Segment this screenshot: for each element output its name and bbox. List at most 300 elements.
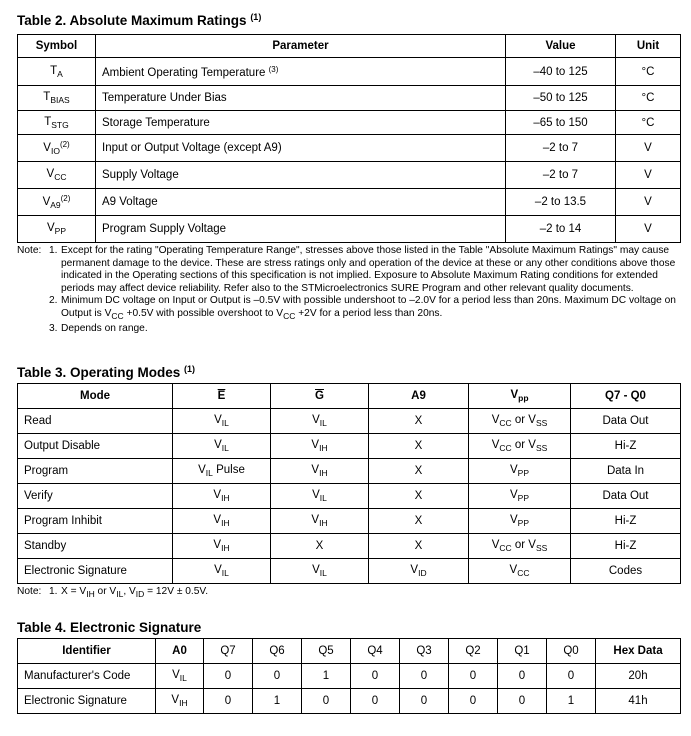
text-segment: V bbox=[311, 514, 320, 526]
note-item bbox=[17, 295, 682, 322]
text-segment: Program Supply Voltage bbox=[102, 223, 227, 235]
table-cell bbox=[173, 434, 271, 459]
text-segment: 0 bbox=[567, 670, 575, 682]
table-cell bbox=[506, 58, 616, 86]
text-segment: 0 bbox=[469, 695, 477, 707]
electronic-signature-table bbox=[17, 638, 681, 714]
table2-notes bbox=[17, 245, 682, 335]
note-item bbox=[17, 323, 682, 336]
note-number: 1. bbox=[49, 586, 58, 597]
table-cell bbox=[469, 409, 571, 434]
text-segment: X bbox=[414, 490, 423, 502]
table3-title bbox=[17, 364, 195, 380]
text-segment: V bbox=[43, 142, 51, 154]
text-segment: V bbox=[172, 669, 180, 681]
text-segment: 1 bbox=[273, 695, 281, 707]
subscript: IL bbox=[205, 468, 213, 478]
table-cell bbox=[498, 689, 547, 714]
table-cell bbox=[616, 216, 681, 243]
text-segment: V bbox=[491, 539, 500, 551]
subscript: IH bbox=[319, 468, 328, 478]
table-cell bbox=[18, 559, 173, 584]
table3-notes bbox=[17, 586, 682, 601]
table-cell bbox=[596, 664, 681, 689]
subscript: IL bbox=[221, 418, 229, 428]
text-segment: V bbox=[644, 223, 652, 235]
table-cell bbox=[271, 484, 369, 509]
subscript: IH bbox=[221, 493, 230, 503]
table-cell bbox=[18, 534, 173, 559]
subscript: IH bbox=[319, 518, 328, 528]
table-row bbox=[18, 216, 681, 243]
text-segment: Data Out bbox=[602, 415, 649, 427]
subscript: BIAS bbox=[50, 95, 70, 105]
text-segment: V bbox=[214, 414, 222, 426]
text-segment: Except for the rating "Operating Temperature Range", stresses above those listed in the Table "Absolute Maximum Ratings" may cause permanent damage to the device. These are stress ratings only and operation of the device at these or any other conditions above those indicated in the Operating sections of this specification is not implied. Exposure to Absolute Maximum Rating conditions for extended periods may affect device reliability. Refer also to the STMicroelectronics SURE Program and other relevant quality documents. bbox=[61, 245, 676, 294]
text-segment: –2 to 14 bbox=[539, 223, 582, 235]
column-header: A0 bbox=[156, 639, 204, 664]
table-cell bbox=[18, 111, 96, 135]
table-row bbox=[18, 58, 681, 86]
table-cell bbox=[616, 135, 681, 162]
text-segment: Mode bbox=[79, 390, 111, 402]
table-row bbox=[18, 409, 681, 434]
text-segment: –2 to 13.5 bbox=[534, 196, 587, 208]
table-cell bbox=[18, 484, 173, 509]
table-cell bbox=[271, 534, 369, 559]
text-segment: Hi-Z bbox=[614, 440, 637, 452]
column-header bbox=[571, 384, 681, 409]
table-cell bbox=[506, 86, 616, 111]
table-cell bbox=[449, 664, 498, 689]
title-footnote-ref: (1) bbox=[250, 12, 262, 22]
table-cell bbox=[547, 664, 596, 689]
subscript: ID bbox=[418, 568, 427, 578]
text-segment: +2V for a period less than 20ns. bbox=[295, 307, 443, 319]
table-cell bbox=[173, 534, 271, 559]
table-cell bbox=[498, 664, 547, 689]
table-row bbox=[18, 509, 681, 534]
title-text: Table 4. Electronic Signature bbox=[17, 620, 202, 635]
text-segment: +0.5V with possible overshoot to V bbox=[123, 307, 284, 319]
text-segment: X bbox=[414, 465, 423, 477]
table-cell bbox=[469, 559, 571, 584]
table-cell bbox=[18, 434, 173, 459]
table-cell bbox=[173, 559, 271, 584]
column-header bbox=[369, 384, 469, 409]
text-segment: Codes bbox=[608, 565, 643, 577]
column-header bbox=[18, 384, 173, 409]
absolute-maximum-ratings-table bbox=[17, 34, 681, 243]
table-cell bbox=[204, 689, 253, 714]
text-segment: –65 to 150 bbox=[533, 116, 588, 129]
table-cell bbox=[571, 459, 681, 484]
text-segment: Hi-Z bbox=[614, 540, 637, 552]
text-segment: , V bbox=[123, 586, 136, 597]
column-header: Value bbox=[506, 35, 616, 58]
text-segment: Standby bbox=[24, 540, 67, 552]
footnote-ref: (3) bbox=[268, 64, 279, 74]
table-cell bbox=[369, 409, 469, 434]
table-row bbox=[18, 111, 681, 135]
text-segment: °C bbox=[641, 92, 655, 104]
table-cell bbox=[547, 689, 596, 714]
table-cell bbox=[351, 689, 400, 714]
table-cell bbox=[616, 162, 681, 189]
column-header: Q0 bbox=[547, 639, 596, 664]
text-segment: Minimum DC voltage on Input or Output is –0.5V with possible undershoot to –2.0V for a period less than 20ns. Maximum DC voltage on Output is V bbox=[61, 295, 676, 319]
text-segment: 0 bbox=[518, 670, 526, 682]
text-segment: X bbox=[414, 540, 423, 552]
table-cell bbox=[469, 459, 571, 484]
subscript: IL bbox=[319, 568, 327, 578]
table-cell bbox=[271, 509, 369, 534]
subscript: IH bbox=[319, 443, 328, 453]
table-cell bbox=[204, 664, 253, 689]
text-segment: 1 bbox=[322, 670, 330, 682]
column-header: Q3 bbox=[400, 639, 449, 664]
subscript: STG bbox=[51, 119, 69, 130]
table-cell bbox=[302, 689, 351, 714]
table-cell bbox=[18, 86, 96, 111]
table-cell bbox=[369, 434, 469, 459]
table-cell bbox=[96, 86, 506, 111]
text-segment: V bbox=[46, 222, 55, 234]
table-row bbox=[18, 86, 681, 111]
table-cell bbox=[469, 534, 571, 559]
table-cell bbox=[96, 189, 506, 216]
text-segment: or V bbox=[94, 586, 117, 597]
table-cell bbox=[18, 135, 96, 162]
text-segment: T bbox=[43, 91, 51, 103]
table-cell bbox=[173, 484, 271, 509]
subscript: IL bbox=[319, 493, 327, 503]
table-cell bbox=[173, 459, 271, 484]
text-segment: X bbox=[414, 515, 423, 527]
column-header: Identifier bbox=[18, 639, 156, 664]
text-segment: = 12V ± 0.5V. bbox=[144, 586, 209, 597]
subscript: IO bbox=[50, 146, 60, 156]
text-segment: X bbox=[414, 440, 423, 452]
text-segment: Read bbox=[24, 415, 52, 427]
subscript: CC bbox=[111, 310, 124, 321]
text-segment: V bbox=[312, 489, 320, 501]
text-segment: X bbox=[414, 415, 423, 427]
text-segment: V bbox=[171, 694, 180, 706]
table4-title bbox=[17, 620, 201, 635]
table-cell bbox=[18, 189, 96, 216]
subscript: IL bbox=[179, 673, 187, 683]
text-segment: V bbox=[644, 142, 652, 154]
table-cell bbox=[369, 459, 469, 484]
column-header bbox=[469, 384, 571, 409]
note-label: Note: bbox=[17, 586, 42, 597]
subscript: PP bbox=[517, 518, 529, 528]
table-cell bbox=[253, 689, 302, 714]
subscript: CC bbox=[499, 543, 512, 553]
table-cell bbox=[571, 534, 681, 559]
note-number: 1. bbox=[49, 245, 58, 256]
text-segment: V bbox=[491, 439, 500, 451]
text-segment: V bbox=[198, 464, 206, 476]
table-row bbox=[18, 459, 681, 484]
text-segment: Input or Output Voltage (except A9) bbox=[102, 142, 282, 154]
column-header: Q2 bbox=[449, 639, 498, 664]
table-row bbox=[18, 559, 681, 584]
title-footnote-ref: (1) bbox=[184, 364, 196, 374]
column-header: Symbol bbox=[18, 35, 96, 58]
subscript: IH bbox=[221, 543, 230, 553]
text-segment: V bbox=[213, 514, 222, 526]
text-segment: V bbox=[213, 489, 222, 501]
table-cell bbox=[96, 135, 506, 162]
subscript: pp bbox=[518, 393, 529, 403]
table-cell bbox=[18, 409, 173, 434]
table-cell bbox=[571, 559, 681, 584]
text-segment: Data In bbox=[606, 465, 645, 477]
table-cell bbox=[506, 216, 616, 243]
table2-title bbox=[17, 12, 261, 28]
column-header: Hex Data bbox=[596, 639, 681, 664]
text-segment: V bbox=[312, 564, 320, 576]
column-header: Q5 bbox=[302, 639, 351, 664]
text-segment: –2 to 7 bbox=[542, 142, 579, 154]
column-header: Q4 bbox=[351, 639, 400, 664]
text-segment: 0 bbox=[371, 670, 379, 682]
table-cell bbox=[18, 162, 96, 189]
subscript: IL bbox=[221, 568, 229, 578]
text-segment: V bbox=[410, 564, 419, 576]
table-cell bbox=[469, 509, 571, 534]
text-segment: A9 bbox=[411, 390, 426, 402]
table-cell bbox=[506, 189, 616, 216]
text-segment: 0 bbox=[420, 695, 428, 707]
text-segment: V bbox=[214, 564, 222, 576]
text-segment: V bbox=[311, 439, 320, 451]
table-cell bbox=[616, 111, 681, 135]
column-header bbox=[271, 384, 369, 409]
footnote-ref: (2) bbox=[59, 140, 70, 149]
table-cell bbox=[369, 534, 469, 559]
note-label: Note: bbox=[17, 245, 42, 256]
table-cell bbox=[271, 409, 369, 434]
table-cell bbox=[571, 484, 681, 509]
table-cell bbox=[616, 86, 681, 111]
text-segment: or V bbox=[511, 539, 536, 551]
table-cell bbox=[571, 434, 681, 459]
text-segment: °C bbox=[641, 116, 655, 129]
subscript: CC bbox=[54, 172, 67, 182]
table-row bbox=[18, 664, 681, 689]
text-segment: $\overline{E}$ bbox=[217, 390, 226, 402]
subscript: ID bbox=[135, 589, 145, 599]
table-cell bbox=[173, 409, 271, 434]
table-row bbox=[18, 162, 681, 189]
text-segment: V bbox=[42, 196, 51, 208]
note-number: 3. bbox=[49, 322, 58, 334]
text-segment: 0 bbox=[420, 670, 428, 682]
table-cell bbox=[96, 162, 506, 189]
table-cell bbox=[156, 664, 204, 689]
subscript: CC bbox=[517, 568, 530, 578]
text-segment: Program bbox=[24, 465, 69, 477]
note-item bbox=[17, 586, 682, 601]
table-cell bbox=[596, 689, 681, 714]
table-cell bbox=[449, 689, 498, 714]
subscript: IL bbox=[319, 418, 327, 428]
text-segment: or V bbox=[511, 414, 536, 426]
subscript: CC bbox=[283, 310, 296, 321]
text-segment: 0 bbox=[224, 695, 232, 707]
column-header bbox=[173, 384, 271, 409]
column-header: Q7 bbox=[204, 639, 253, 664]
subscript: IL bbox=[116, 589, 124, 599]
text-segment: A9 Voltage bbox=[102, 196, 158, 208]
text-segment: 0 bbox=[371, 695, 379, 707]
table-cell bbox=[571, 509, 681, 534]
subscript: PP bbox=[54, 226, 66, 236]
table-cell bbox=[351, 664, 400, 689]
table-cell bbox=[96, 216, 506, 243]
table-cell bbox=[400, 664, 449, 689]
table-row bbox=[18, 689, 681, 714]
table-cell bbox=[173, 509, 271, 534]
subscript: CC bbox=[499, 418, 512, 428]
table-cell bbox=[18, 459, 173, 484]
footnote-ref: (2) bbox=[60, 194, 71, 203]
subscript: IL bbox=[221, 443, 229, 453]
text-segment: $\overline{G}$ bbox=[315, 390, 324, 402]
header-row bbox=[18, 384, 681, 409]
table-cell bbox=[616, 189, 681, 216]
table-cell bbox=[302, 664, 351, 689]
text-segment: V bbox=[510, 389, 519, 401]
table-cell bbox=[400, 689, 449, 714]
text-segment: T bbox=[44, 115, 52, 128]
table-cell bbox=[271, 559, 369, 584]
subscript: SS bbox=[535, 443, 548, 453]
table-row bbox=[18, 189, 681, 216]
table-cell bbox=[506, 162, 616, 189]
table-cell bbox=[469, 434, 571, 459]
text-segment: Hi-Z bbox=[614, 515, 637, 527]
table-cell bbox=[96, 111, 506, 135]
operating-modes-table bbox=[17, 383, 681, 584]
table-cell bbox=[616, 58, 681, 86]
table-row bbox=[18, 534, 681, 559]
text-segment: V bbox=[311, 464, 320, 476]
text-segment: V bbox=[214, 439, 222, 451]
title-text: Table 3. Operating Modes bbox=[17, 365, 181, 380]
text-segment: 0 bbox=[224, 670, 232, 682]
table-cell bbox=[18, 689, 156, 714]
text-segment: 0 bbox=[469, 670, 477, 682]
subscript: A bbox=[57, 68, 63, 79]
text-segment: Electronic Signature bbox=[24, 565, 127, 577]
text-segment: Electronic Signature bbox=[24, 695, 127, 707]
table-cell bbox=[506, 111, 616, 135]
text-segment: or V bbox=[511, 439, 536, 451]
table-cell bbox=[506, 135, 616, 162]
note-item bbox=[17, 245, 682, 295]
table-cell bbox=[571, 409, 681, 434]
text-segment: –40 to 125 bbox=[533, 65, 588, 78]
text-segment: V bbox=[644, 196, 652, 208]
subscript: SS bbox=[535, 543, 548, 553]
table-cell bbox=[18, 509, 173, 534]
table-cell bbox=[18, 216, 96, 243]
text-segment: –2 to 7 bbox=[542, 169, 579, 181]
text-segment: Output Disable bbox=[24, 440, 101, 452]
subscript: CC bbox=[499, 443, 512, 453]
text-segment: V bbox=[644, 169, 652, 181]
subscript: PP bbox=[517, 493, 529, 503]
text-segment: 41h bbox=[628, 695, 648, 707]
subscript: IH bbox=[179, 698, 188, 708]
table-cell bbox=[156, 689, 204, 714]
table-cell bbox=[369, 509, 469, 534]
table-cell bbox=[271, 459, 369, 484]
text-segment: Q7 - Q0 bbox=[605, 390, 646, 402]
table-row bbox=[18, 135, 681, 162]
text-segment: 0 bbox=[273, 670, 281, 682]
text-segment: Manufacturer's Code bbox=[24, 670, 131, 682]
text-segment: Supply Voltage bbox=[102, 169, 179, 181]
column-header: Parameter bbox=[96, 35, 506, 58]
subscript: A9 bbox=[50, 200, 61, 210]
table-cell bbox=[369, 484, 469, 509]
text-segment: T bbox=[50, 64, 58, 77]
subscript: SS bbox=[535, 418, 548, 428]
text-segment: 1 bbox=[567, 695, 575, 707]
text-segment: Data Out bbox=[602, 490, 649, 502]
column-header: Unit bbox=[616, 35, 681, 58]
text-segment: Depends on range. bbox=[61, 322, 148, 334]
column-header: Q1 bbox=[498, 639, 547, 664]
text-segment: V bbox=[312, 414, 320, 426]
text-segment: 0 bbox=[322, 695, 330, 707]
note-number: 2. bbox=[49, 295, 58, 307]
text-segment: 0 bbox=[518, 695, 526, 707]
text-segment: Pulse bbox=[212, 464, 245, 476]
table-cell bbox=[18, 664, 156, 689]
text-segment: V bbox=[213, 539, 222, 551]
table-cell bbox=[18, 58, 96, 86]
title-text: Table 2. Absolute Maximum Ratings bbox=[17, 13, 247, 28]
table-row bbox=[18, 484, 681, 509]
text-segment: 20h bbox=[628, 670, 648, 682]
text-segment: Storage Temperature bbox=[102, 116, 210, 129]
text-segment: Verify bbox=[24, 490, 53, 502]
text-segment: Ambient Operating Temperature bbox=[102, 66, 269, 79]
text-segment: V bbox=[509, 514, 518, 526]
table-row bbox=[18, 434, 681, 459]
text-segment: X bbox=[315, 540, 324, 552]
text-segment: X = V bbox=[61, 586, 87, 597]
header-row bbox=[18, 639, 681, 664]
table-cell bbox=[469, 484, 571, 509]
text-segment: V bbox=[509, 489, 518, 501]
subscript: IH bbox=[86, 589, 95, 599]
text-segment: V bbox=[509, 564, 518, 576]
table-cell bbox=[369, 559, 469, 584]
text-segment: Temperature Under Bias bbox=[102, 92, 227, 104]
header-row bbox=[18, 35, 681, 58]
column-header: Q6 bbox=[253, 639, 302, 664]
text-segment: –50 to 125 bbox=[533, 92, 588, 104]
text-segment: V bbox=[491, 414, 500, 426]
text-segment: Program Inhibit bbox=[24, 515, 102, 527]
